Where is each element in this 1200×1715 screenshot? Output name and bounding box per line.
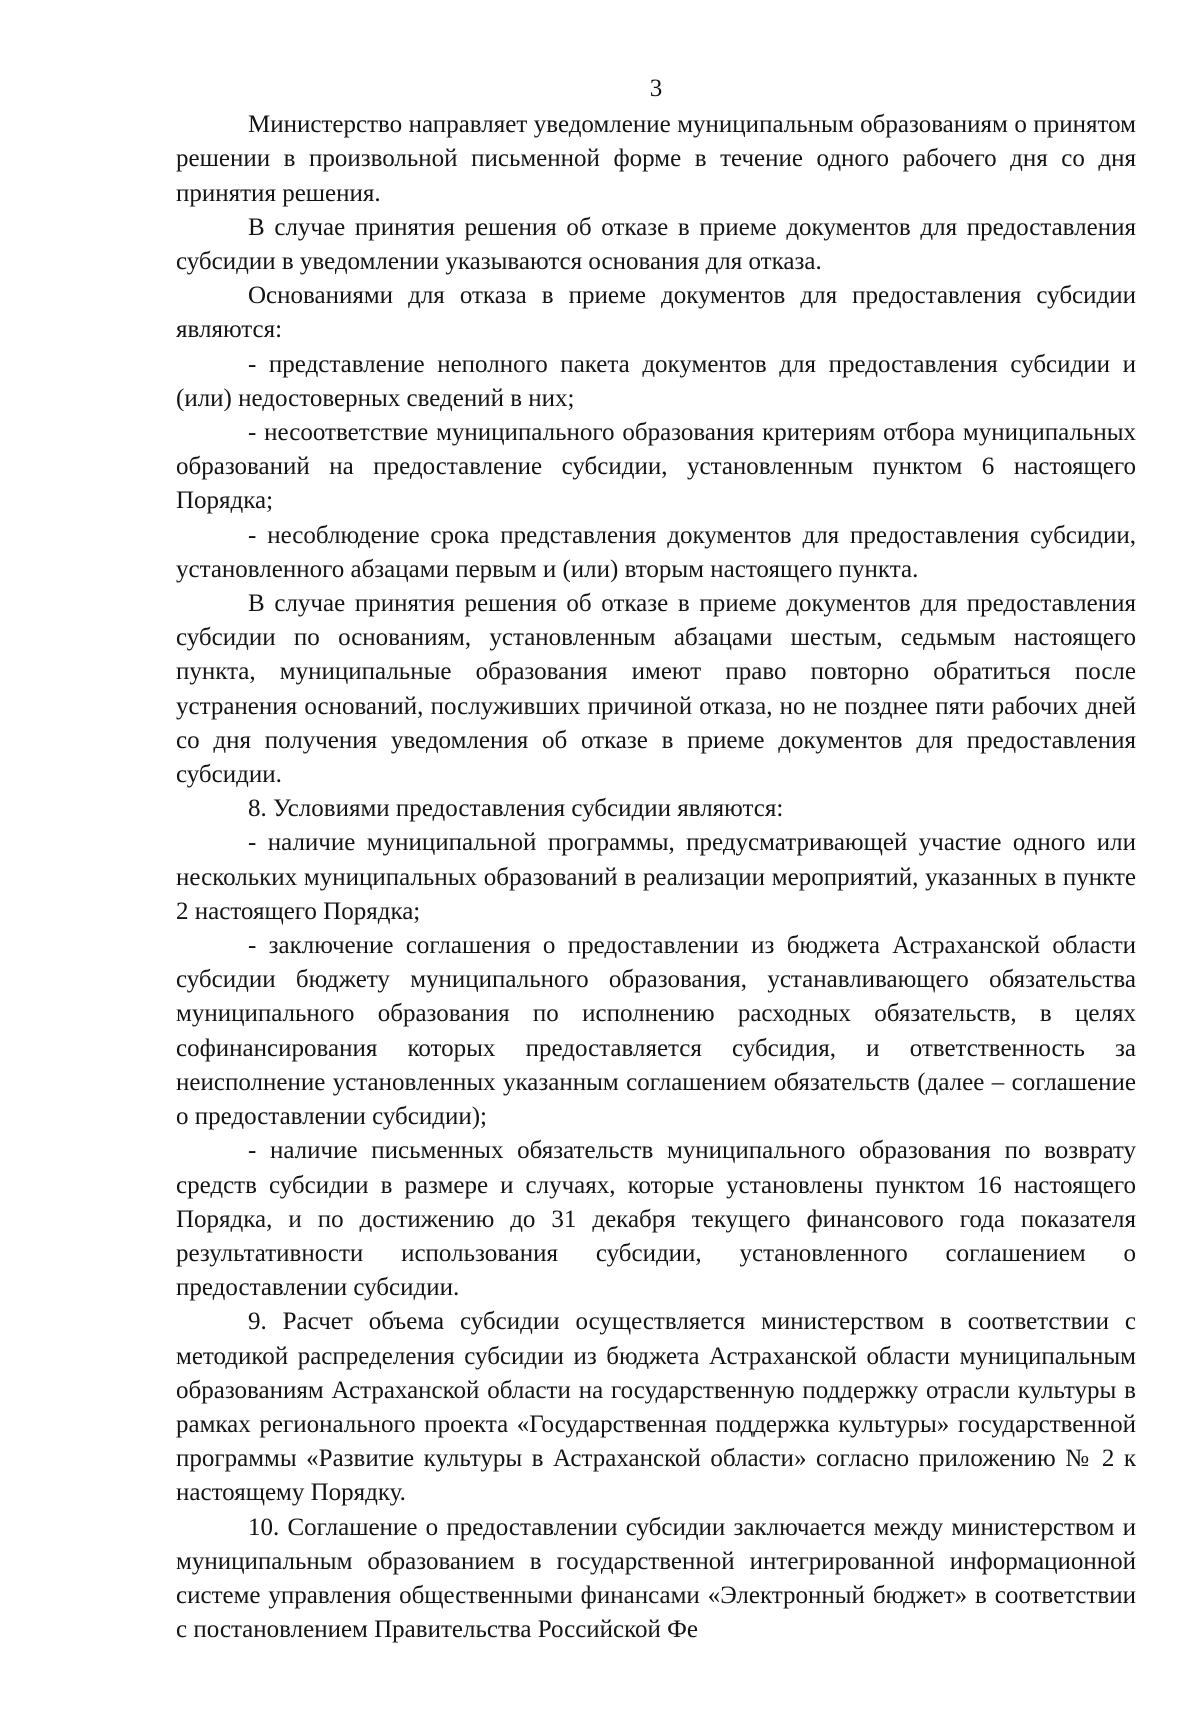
paragraph-refusal-reasons-notice: В случае принятия решения об отказе в приеме документов для предоставления субсидии в уведомлении указываются основания для отказа. — [176, 213, 1136, 276]
paragraph-section-8-conditions: 8. Условиями предоставления субсидии являются: — [248, 795, 784, 823]
paragraph-reapplication: В случае принятия решения об отказе в приеме документов для предоставления субсидии по основаниям, установленным абзацами шестым, седьмым настоящего пункта, муниципальные образования имеют право повторно обратиться после устранения оснований, послуживших причиной отказа, но не позднее пяти рабочих дней со дня получения уведомления об отказе в приеме документов для предоставления субсидии. — [176, 590, 1136, 789]
list-item-incomplete-package: - представление неполного пакета документов для предоставления субсидии и (или) недостоверных сведений в них; — [176, 350, 1136, 412]
list-item-deadline-violation: - несоблюдение срока представления документов для предоставления субсидии, установленного абзацами первым и (или) вторым настоящего пункта. — [176, 521, 1136, 583]
list-item-municipal-program: - наличие муниципальной программы, предусматривающей участие одного или нескольких муниципальных образований в реализации мероприятий, указанных в пункте 2 настоящего Порядка; — [176, 829, 1136, 925]
list-item-criteria-mismatch: - несоответствие муниципального образования критериям отбора муниципальных образований на предоставление субсидии, установленным пунктом 6 настоящего Порядка; — [176, 419, 1136, 515]
list-item-written-obligations: - наличие письменных обязательств муниципального образования по возврату средств субсидии в размере и случаях, которые установлены пунктом 16 настоящего Порядка, и по достижению до 31 декабря текущего финансового года показателя результативности использования субсидии, установленного соглашением о предоставлении субсидии. — [176, 1137, 1136, 1302]
paragraph-refusal-grounds-intro: Основаниями для отказа в приеме документов для предоставления субсидии являются: — [176, 282, 1136, 344]
paragraph-notification: Министерство направляет уведомление муниципальным образованиям о принятом решении в произвольной письменной форме в течение одного рабочего дня со дня принятия решения. — [176, 111, 1136, 207]
paragraph-section-9-calculation: 9. Расчет объема субсидии осуществляется министерством в соответствии с методикой распределения субсидии из бюджета Астраханской области муниципальным образованиям Астраханской области на государственную поддержку отрасли культуры в рамках регионального проекта «Государственная поддержка культуры» государственной программы «Развитие культуры в Астраханской области» согласно приложению № 2 к настоящему Порядку. — [176, 1308, 1136, 1507]
list-item-agreement: - заключение соглашения о предоставлении из бюджета Астраханской области субсидии бюджету муниципального образования, устанавливающего обязательства муниципального образования по исполнению расходных обязательств, в целях софинансирования которых предоставляется субсидия, и ответственность за неисполнение установленных указанным соглашением обязательств (далее – соглашение о предоставлении субсидии); — [176, 932, 1136, 1131]
paragraph-section-10-agreement: 10. Соглашение о предоставлении субсидии заключается между министерством и муниципальным образованием в государственной интегрированной информационной системе управления общественными финансами «Электронный бюджет» в соответствии с постановлением Правительства Российской Фе — [176, 1513, 1136, 1644]
document-page — [176, 72, 1136, 1647]
page-number: 3 — [649, 75, 663, 102]
